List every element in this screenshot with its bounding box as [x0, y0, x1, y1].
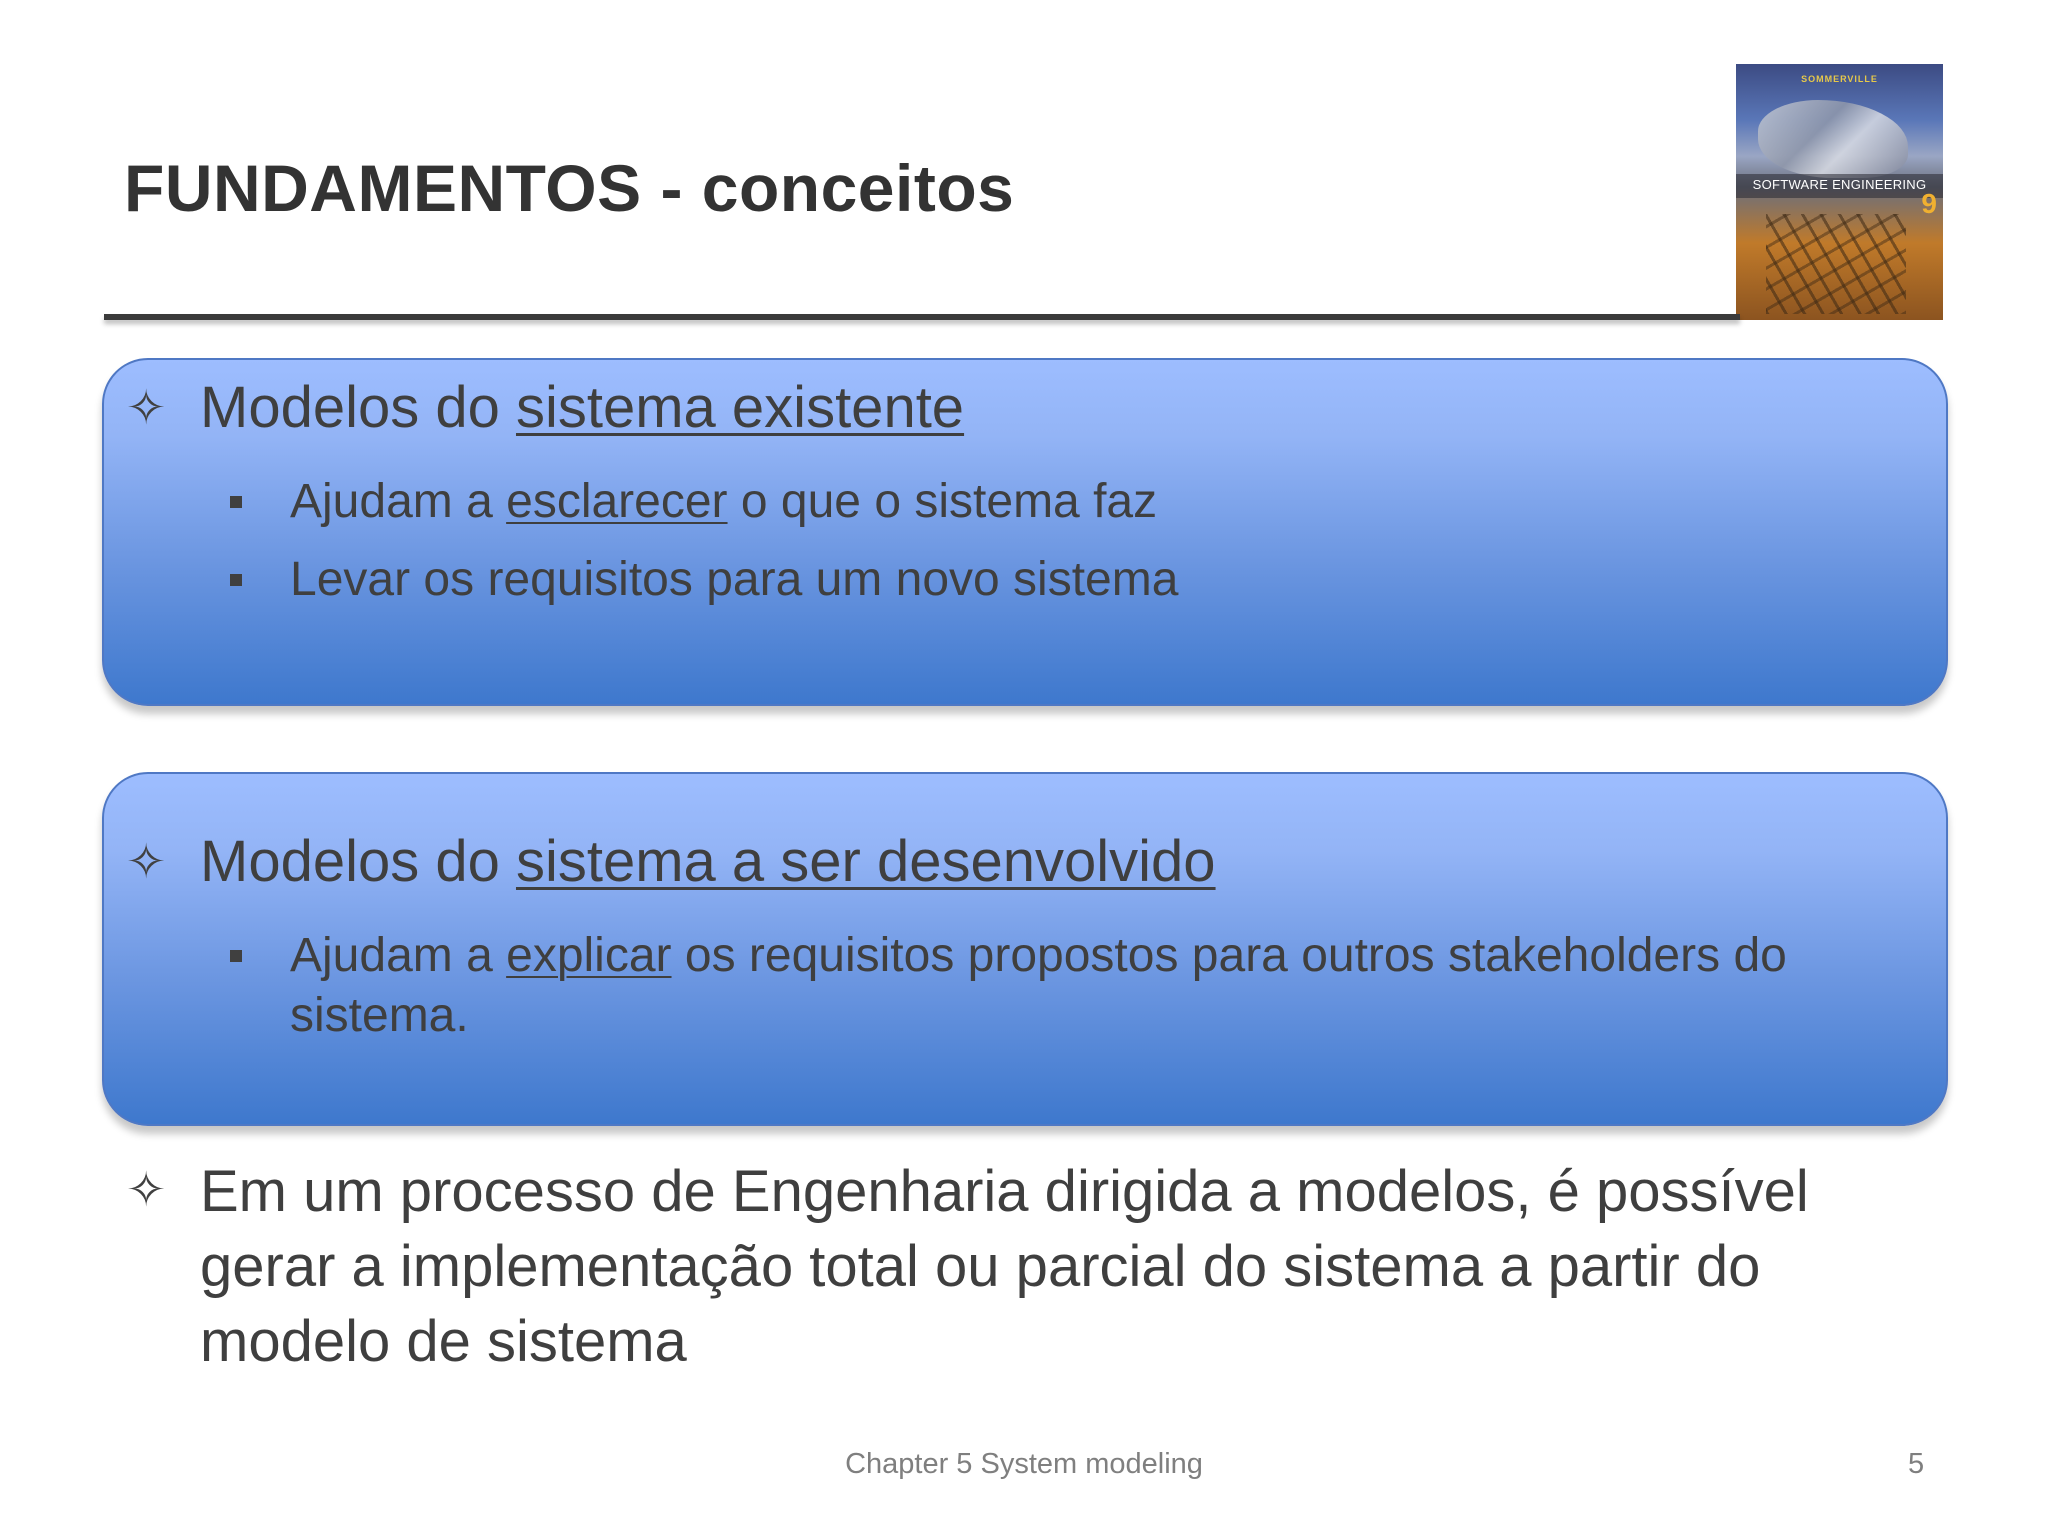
box1-heading-link: sistema existente: [515, 375, 965, 440]
box1-bullet-2: Levar os requisitos para um novo sistema: [290, 553, 1179, 606]
box2-bullet-1-link: explicar: [506, 929, 672, 982]
square-bullet-icon: [230, 496, 242, 508]
box1-bullet-1-link: esclarecer: [506, 475, 728, 528]
diamond-bullet-icon: ✧: [126, 834, 167, 890]
box2-heading-prefix: Modelos do: [200, 829, 516, 894]
box1-bullet-1-prefix: Ajudam a: [290, 475, 507, 528]
box1-bullet-1: [290, 472, 1157, 532]
title-divider: [104, 314, 1740, 320]
box2-bullet-1-prefix: Ajudam a: [290, 929, 507, 982]
book-cover-image: [1736, 64, 1943, 320]
cover-edition: 9: [1921, 188, 1937, 219]
box1-heading-prefix: Modelos do: [200, 375, 516, 440]
diamond-bullet-icon: ✧: [126, 1162, 167, 1218]
cover-scaffold-graphic: [1766, 214, 1906, 314]
square-bullet-icon: [230, 950, 242, 962]
box1-heading: [200, 374, 964, 441]
box2-bullet-1: [290, 926, 1910, 1046]
model-driven-engineering-point: Em um processo de Engenharia dirigida a modelos, é possível gerar a implementação total ou parcial do sistema a partir do modelo de sistema: [200, 1159, 1809, 1374]
box1-bullet-1-suffix: o que o sistema faz: [727, 475, 1158, 528]
cover-title: SOFTWARE ENGINEERING: [1752, 177, 1927, 192]
diamond-bullet-icon: ✧: [126, 380, 167, 436]
page-number: 5: [1908, 1448, 1925, 1480]
slide-footer: Chapter 5 System modeling: [845, 1448, 1203, 1480]
square-bullet-icon: [230, 574, 242, 586]
slide-title: FUNDAMENTOS - conceitos: [124, 151, 1015, 225]
cover-author: SOMMERVILLE: [1801, 74, 1878, 84]
cover-building-graphic: [1758, 100, 1908, 178]
box2-heading: [200, 828, 1216, 895]
box2-heading-link: sistema a ser desenvolvido: [515, 829, 1216, 894]
box2-bullet-1-suffix: os requisitos propostos para outros stakeholders do sistema.: [290, 929, 1787, 1042]
